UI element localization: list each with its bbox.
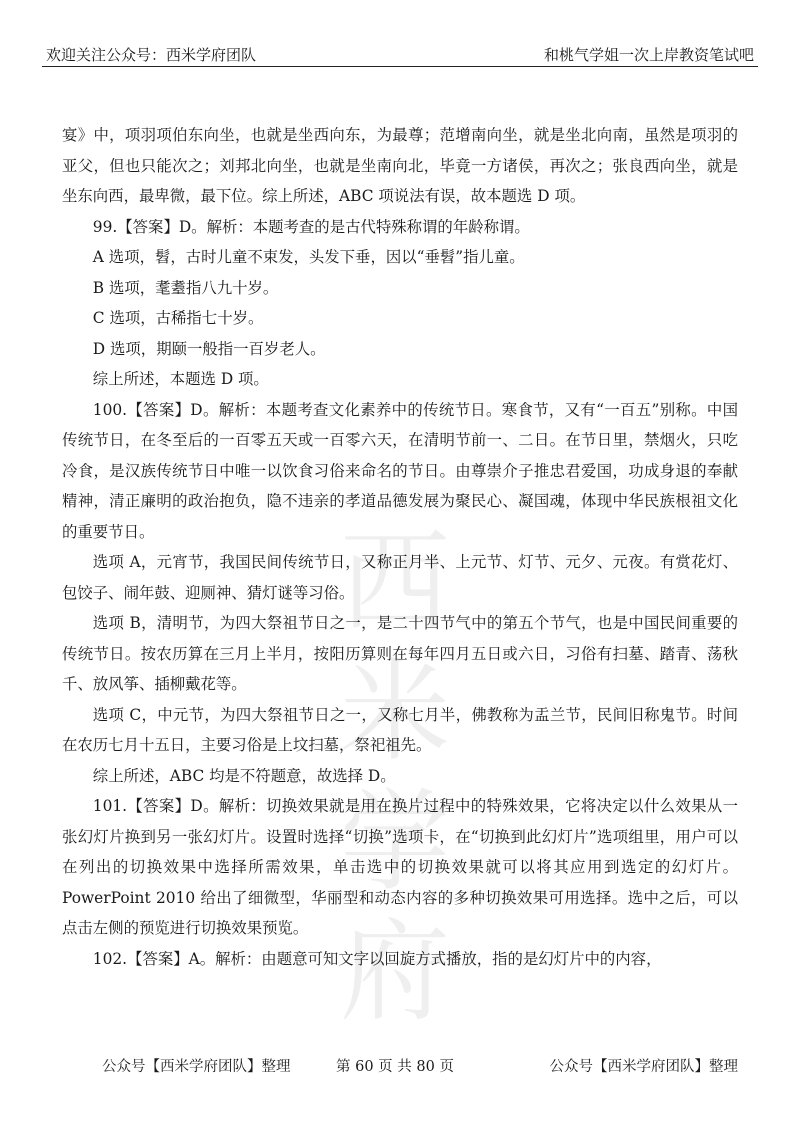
- paragraph-99-option-a: A 选项，髫，古时儿童不束发，头发下垂，因以“垂髫”指儿童。: [92, 248, 525, 266]
- svg-text:学: 学: [340, 778, 450, 906]
- paragraph-100-option-c: 选项 C，中元节，为四大祭祖节日之一，又称七月半，佛教称为盂兰节，民间旧称鬼节。时间在农历七月十五日，主要习俗是上坟扫墓，祭祀祖先。: [62, 705, 738, 754]
- paragraph-98-continuation: 宴》中，项羽项伯东向坐，也就是坐西向东，为最尊；范增南向坐，就是坐北向南，虽然是项羽的亚父，但也只能次之；刘邦北向坐，也就是坐南向北，毕竟一方诸侯，再次之；张良西向坐，就是坐东向西，最卑微，最下位。综上所述，ABC 项说法有误，故本题选 D 项。: [62, 126, 738, 205]
- page-footer: [42, 1055, 758, 1079]
- footer-right-text: 公众号【西米学府团队】整理: [549, 1059, 738, 1075]
- svg-text:米: 米: [340, 648, 450, 776]
- paragraph-100-summary: 综上所述，ABC 均是不符题意，故选择 D。: [92, 766, 396, 785]
- paragraph-99-summary: 综上所述，本题选 D 项。: [92, 370, 269, 388]
- page-body: [62, 120, 738, 974]
- paragraph-99-option-b: B 选项，耄耋指八九十岁。: [92, 278, 279, 297]
- paragraph-99-option-c: C 选项，古稀指七十岁。: [92, 309, 264, 327]
- svg-text:府: 府: [340, 908, 450, 1020]
- paragraph-101-answer: 101.【答案】D。解析：切换效果就是用在换片过程中的特殊效果，它将决定以什么效果从一张幻灯片换到另一张幻灯片。设置时选择“切换”选项卡，在“切换到此幻灯片”选项组里，用户可以在列出的切换效果中选择所需效果，单击选中的切换效果就可以将其应用到选定的幻灯片。PowerPoint 2010 给出了细微型，华丽型和动态内容的多种切换效果可用选择。选中之后，可以点击左侧的预览进行切换效果预览。: [62, 797, 738, 937]
- header-left-text: 欢迎关注公众号：西米学府团队: [46, 46, 257, 64]
- page-header: [42, 40, 758, 67]
- paragraph-100-option-b: 选项 B，清明节，为四大祭祖节日之一，是二十四节气中的第五个节气，也是中国民间重要的传统节日。按农历算在三月上半月，按阳历算则在每年四月五日或六日，习俗有扫墓、踏青、荡秋千、放风筝、插柳戴花等。: [62, 614, 738, 693]
- paragraph-100-answer: 100.【答案】D。解析：本题考查文化素养中的传统节日。寒食节，又有“一百五”别称。中国传统节日，在冬至后的一百零五天或一百零六天，在清明节前一、二日。在节日里，禁烟火，只吃冷食，是汉族传统节日中唯一以饮食习俗来命名的节日。由尊崇介子推忠君爱国，功成身退的奉献精神，清正廉明的政治抱负，隐不违亲的孝道品德发展为聚民心、凝国魂，体现中华民族根祖文化的重要节日。: [62, 400, 738, 541]
- paragraph-99-option-d: D 选项，期颐一般指一百岁老人。: [92, 339, 326, 358]
- paragraph-99-answer: 99.【答案】D。解析：本题考查的是古代特殊称谓的年龄称谓。: [92, 217, 530, 236]
- page-number: 第 60 页 共 80 页: [336, 1059, 454, 1075]
- header-right-text: 和桃气学姐一次上岸教资笔试吧: [543, 46, 754, 64]
- svg-text:西: 西: [340, 518, 450, 646]
- footer-left-text: 公众号【西米学府团队】整理: [102, 1059, 291, 1075]
- paragraph-102-answer: 102.【答案】A。解析：由题意可知文字以回旋方式播放，指的是幻灯片中的内容，: [92, 949, 662, 968]
- paragraph-100-option-a: 选项 A，元宵节，我国民间传统节日，又称正月半、上元节、灯节、元夕、元夜。有赏花灯、包饺子、闹年鼓、迎厕神、猜灯谜等习俗。: [62, 553, 738, 602]
